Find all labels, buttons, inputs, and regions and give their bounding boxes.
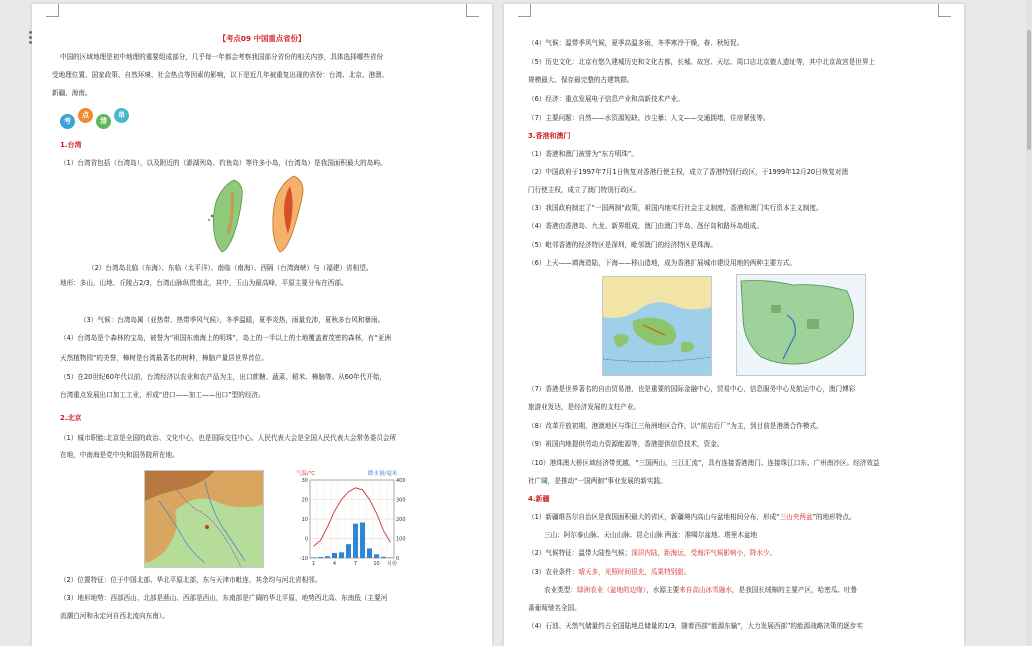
highlight-text: 深居内陆，距海远，受海洋气候影响小，降水少。 <box>631 549 777 557</box>
paragraph: 天然植物园”的美誉，樟树是台湾最著名的树种，樟脑产量居世界首位。 <box>60 354 268 362</box>
paragraph: （4）气候：温带季风气候，夏季高温多雨，冬季寒冷干燥，春、秋短促。 <box>528 39 744 47</box>
badge-kao: 考 <box>60 114 75 129</box>
paragraph <box>544 586 857 595</box>
paragraph: （5）在20世纪60年代以前，台湾经济以农业和农产品为主，出口蔗糖、蔬菜、稻米、樟脑等。从60年代开始， <box>60 373 387 381</box>
paragraph: 流潮白河和永定河自西北流向东南）。 <box>60 612 169 620</box>
paragraph: （2）位置特征：位于中国北部、华北平原北部，东与天津市毗连，其余均与河北省相邻。 <box>60 576 322 584</box>
paragraph: （7）主要问题：自然——水资源短缺、沙尘暴；人文——交通拥堵，住房紧张等。 <box>528 114 770 122</box>
beijing-climate-chart <box>294 468 412 568</box>
temperature-axis-label: 气温/℃ <box>296 471 316 477</box>
taiwan-map-image <box>204 176 252 256</box>
section-heading-hongkong-macao: 3.香港和澳门 <box>528 132 571 140</box>
temperature-tick-label: 20 <box>301 497 308 504</box>
precipitation-bar <box>311 557 316 558</box>
paragraph: （4）台湾岛是个森林的宝岛，被誉为“祖国东南海上的明珠”，岛上的一半以上的土地覆盖着茂密的森林，有“亚洲 <box>60 334 391 342</box>
text-run: ”的地形特点。 <box>812 513 856 521</box>
intro-line-1: 中国的区域地理是初中地理的重要组成部分，几乎每一年都会考察我国部分省份的相关内容，具体选择哪些省份 <box>60 53 384 61</box>
month-tick-label: 4 <box>332 561 337 567</box>
intro-line-2: 受地理位置、国家政策、自然环境、社会热点等因素的影响，以下是近几年被重复出现的省份：台湾、北京、港澳、 <box>52 71 389 79</box>
crop-mark <box>518 4 531 17</box>
temperature-tick-label: 0 <box>304 536 308 543</box>
month-ticks <box>312 560 397 567</box>
paragraph: 在地，中南海是党中央和国务院所在地。 <box>60 451 179 459</box>
document-title: 【考点09 中国重点省份】 <box>218 34 306 43</box>
precipitation-ticks <box>396 478 406 562</box>
section-heading-beijing: 2.北京 <box>60 414 82 422</box>
paragraph: 门行使主权，成立了澳门特别行政区。 <box>528 186 641 194</box>
paragraph: （6）经济：重点发展电子信息产业和高新技术产业。 <box>528 95 684 103</box>
temperature-tick-label: -10 <box>299 556 308 562</box>
precipitation-tick-label: 400 <box>396 478 406 484</box>
badge-dan: 单 <box>114 108 129 123</box>
precipitation-tick-label: 200 <box>396 517 406 523</box>
taiwan-terrain-map-image <box>264 172 312 256</box>
vertical-scrollbar[interactable] <box>1026 0 1032 646</box>
paragraph: （8）改革开放初期，港澳地区与珠江三角洲地区合作，以“前店后厂”为主，到目前是港澳合作模式。 <box>528 422 823 430</box>
text-run: （1）新疆维吾尔自治区是我国面积最大的省区，新疆境内高山与盆地相间分布，形成“ <box>528 513 780 521</box>
paragraph: （4）香港由香港岛、九龙、新界组成，澳门由澳门半岛、氹仔岛和路环岛组成。 <box>528 222 763 230</box>
precipitation-bar <box>318 557 323 558</box>
text-run: （3）农业条件： <box>528 568 579 576</box>
paragraph: 三山：阿尔泰山脉、天山山脉、昆仑山脉 两盆：准噶尔盆地、塔里木盆地 <box>544 531 758 539</box>
precipitation-bar <box>353 524 358 558</box>
text-run: ，是我国长绒棉的主要产区，哈密瓜、吐鲁 <box>731 586 858 594</box>
month-tick-label: 1 <box>311 561 316 567</box>
pearl-river-delta-map-image <box>736 274 866 376</box>
paragraph <box>528 549 776 558</box>
document-page-left <box>32 4 492 646</box>
precipitation-tick-label: 100 <box>396 536 406 543</box>
paragraph: （3）气候：台湾岛属（亚热带、热带季风气候），冬季温暖，夏季炎热，雨量充沛，夏秋多台风和暴雨。 <box>80 316 385 324</box>
paragraph: （3）我国政府制定了“一国两制”政策，祖国内地实行社会主义制度，香港和澳门实行资本主义制度。 <box>528 204 823 212</box>
paragraph <box>528 568 690 577</box>
precipitation-bar <box>360 523 365 558</box>
paragraph: （1）城市职能:北京是全国的政治、文化中心，也是国际交往中心。人民代表大会是全国人民代表大会常务委员会所 <box>60 434 397 442</box>
paragraph: （7）香港是世界著名的自由贸易港，也是重要的国际金融中心，贸易中心，信息服务中心及航运中心，澳门博彩 <box>528 385 856 393</box>
paragraph: 番葡萄驰名全国。 <box>528 604 581 612</box>
intro-line-3: 新疆、海南。 <box>52 89 92 97</box>
paragraph: （1）台湾省包括（台湾岛），以及附近的（澎湖列岛、钓鱼岛）等许多小岛，(台湾岛）是我国面积最大的岛屿。 <box>60 159 387 167</box>
temperature-tick-label: 30 <box>301 478 308 484</box>
beijing-terrain-map-image <box>144 470 264 568</box>
month-tick-label: 7 <box>353 561 358 567</box>
paragraph: （3）地形地势：西部西山、北部是燕山、西部是西山，东南部是广阔的华北平原，地势西北高、东南低（主要河 <box>60 594 388 602</box>
precipitation-axis-label: 降水量/毫米 <box>368 471 398 477</box>
paragraph: （4）石油、天然气储量约占全国陆地总储量的1/3，随着西部“能源东输”，大力发展西部”的能源战略决策的逐步实 <box>528 622 863 630</box>
paragraph: （1）香港和澳门被誉为“东方明珠”。 <box>528 150 638 158</box>
crop-mark <box>466 4 479 17</box>
paragraph: （5）历史文化：北京有悠久建城历史和文化古都，长城、故宫、天坛、周口店北京猿人遗址等，其中北京故宫是世界上 <box>528 58 876 66</box>
precipitation-bar <box>339 552 344 558</box>
paragraph: （2）台湾岛北临（东海）、东临（太平洋）、南临（南海）、西隔（台湾海峡）与（福建）省相望。 <box>88 264 373 272</box>
paragraph: （2）中国政府于1997年7月1日恢复对香港行使主权，成立了香港特别行政区，于1999年12月20日恢复对澳 <box>528 168 849 176</box>
paragraph: （9）祖国内地提供劳动力资源能源等，香港提供信息技术，资金。 <box>528 440 724 448</box>
precipitation-bar <box>381 557 386 558</box>
precipitation-bar <box>325 556 330 558</box>
scrollbar-thumb[interactable] <box>1027 30 1031 150</box>
section-heading-xinjiang: 4.新疆 <box>528 495 550 503</box>
highlight-text: 晴天多，光照时间很充，瓜果特别甜。 <box>578 568 691 576</box>
crop-mark <box>938 4 951 17</box>
highlight-text: 来自高山冰雪融水 <box>679 586 732 594</box>
hongkong-map-image <box>602 276 712 376</box>
paragraph: 台湾重点发展出口加工工业，形成“进口——加工——出口”型的经济。 <box>60 391 265 399</box>
highlight-text: 绿洲农业（盆地的边缘） <box>576 586 647 594</box>
temperature-ticks <box>300 478 308 562</box>
precipitation-bar <box>367 548 372 558</box>
precipitation-tick-label: 300 <box>396 497 406 504</box>
section-heading-taiwan: 1.台湾 <box>60 141 82 149</box>
month-tick-label: 月份 <box>386 561 398 567</box>
paragraph: 规模最大、保存最完整的古建筑群。 <box>528 76 634 84</box>
badge-dian: 点 <box>78 108 93 123</box>
chart-grid <box>310 480 394 558</box>
precipitation-bar <box>332 553 337 558</box>
text-run: （2）气候特征：温带大陆性气候； <box>528 549 632 557</box>
paragraph <box>528 513 856 522</box>
precipitation-bar <box>374 554 379 558</box>
highlight-text: 三山夹两盆 <box>779 513 813 521</box>
paragraph: （6）上天——填海造陆，下海——移山造地，成为香港扩展城市建设用地的两种主要方式。 <box>528 259 796 267</box>
temperature-tick-label: 10 <box>301 517 308 523</box>
text-run: ，水源主要 <box>646 586 680 594</box>
paragraph: 旅游业发达，是经济发展的支柱产业。 <box>528 403 641 411</box>
month-tick-label: 10 <box>373 561 380 567</box>
document-page-right <box>504 4 964 646</box>
paragraph: （10）港珠澳大桥区域经济带优越，“三国两山，三江汇流”，具有连接香港澳门、连接珠江口东、广州南沙区。经济效益 <box>528 459 880 467</box>
badge-qing: 清 <box>96 114 111 129</box>
paragraph: （5）毗邻香港的经济特区是深圳，毗邻澳门的经济特区是珠海。 <box>528 241 717 249</box>
crop-mark <box>46 4 59 17</box>
paragraph: 地形：多山，山地、丘陵占2/3，台湾山脉纵贯南北，其中，玉山为最高峰，平原主要分布在西部。 <box>60 279 348 287</box>
text-run: 农业类型： <box>544 586 577 594</box>
precipitation-tick-label: 0 <box>396 556 400 562</box>
paragraph: 社广阔，是推动“一国两制”事业发展的新实践。 <box>528 477 667 485</box>
precipitation-bar <box>346 544 351 558</box>
